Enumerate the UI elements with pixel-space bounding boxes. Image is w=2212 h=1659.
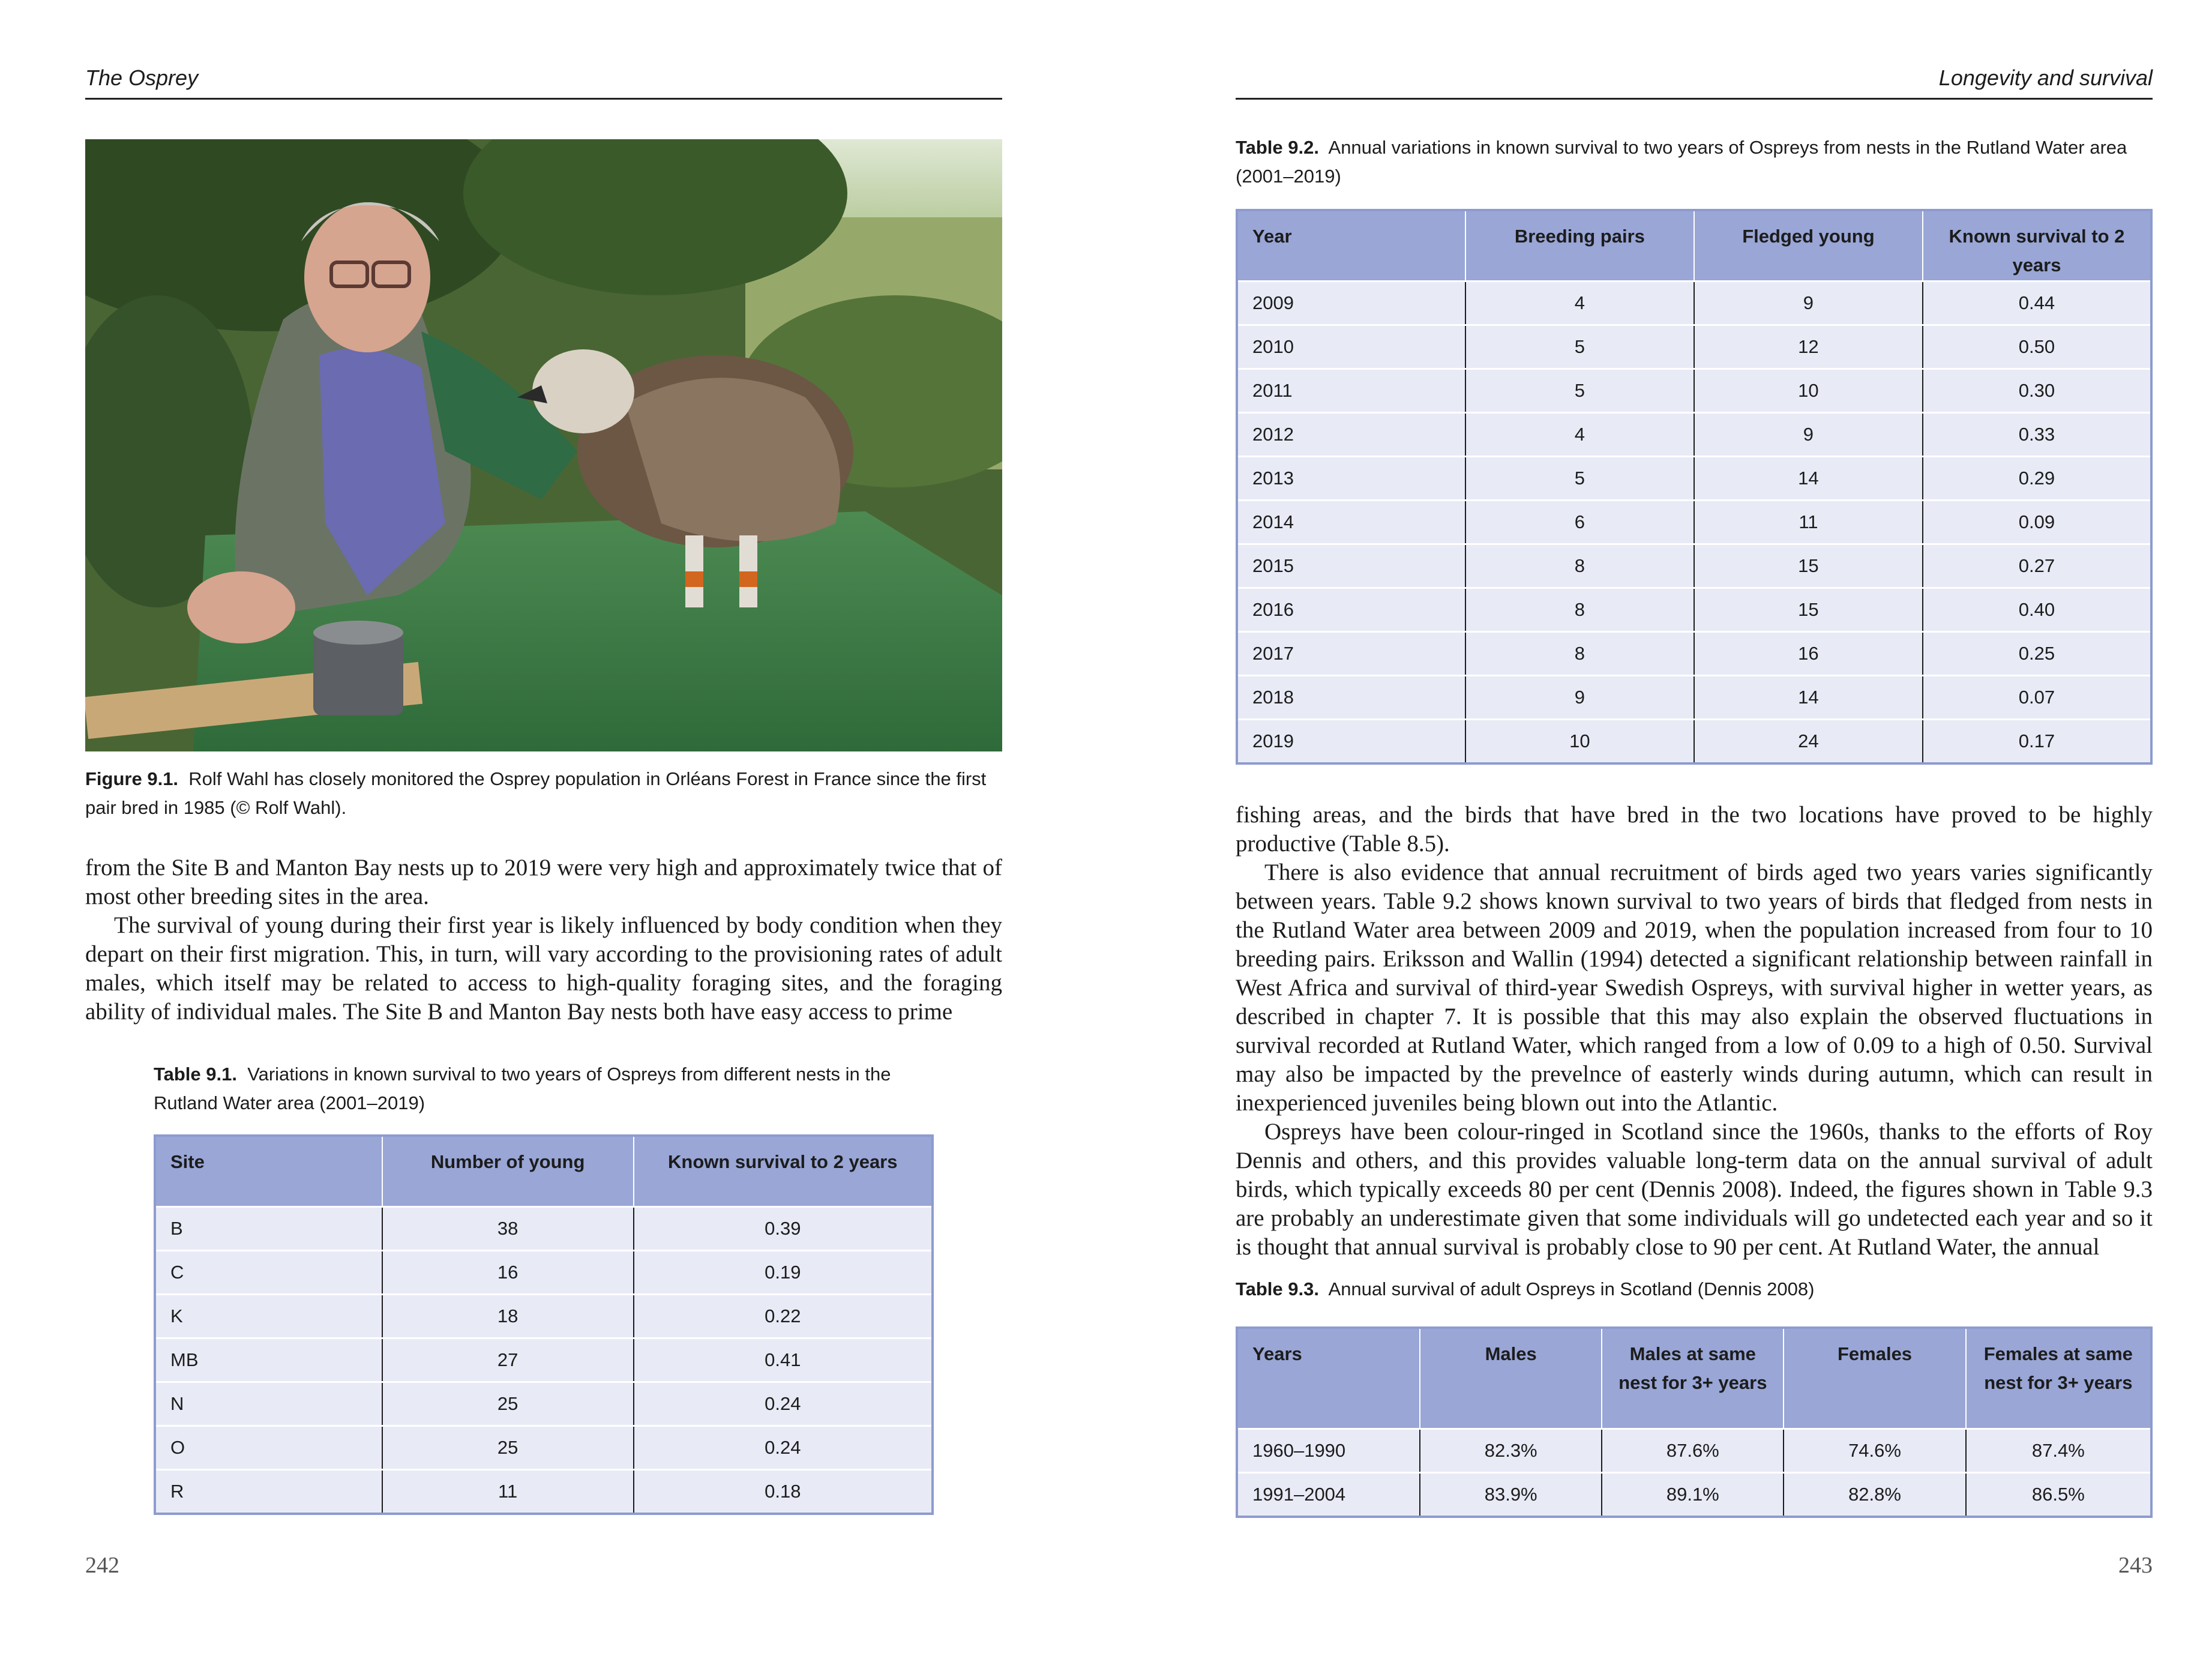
table-row (1237, 588, 2151, 631)
table-cell: 4 (1465, 281, 1694, 325)
paragraph: The survival of young during their first year is likely influenced by body condition when they depart on their first migration. This, in turn, will vary according to the provisioning rates of adult males, which itself may be related to access to high-quality foraging sites, and the foraging ability of individual males. The Site B and Manton Bay nests both have easy access to prime (85, 912, 1002, 1025)
table-cell: 10 (1694, 369, 1923, 412)
table-cell: 27 (382, 1338, 634, 1382)
table-row (1237, 544, 2151, 588)
leg-ring (685, 571, 703, 587)
table-cell: 2019 (1237, 719, 1465, 763)
header-rule (1236, 98, 2153, 100)
figure-caption-text: Rolf Wahl has closely monitored the Osprey population in Orléans Forest in France since the first pair bred in 1985 (© Rolf Wahl). (85, 768, 987, 818)
table-cell: 2018 (1237, 675, 1465, 719)
table-cell: 5 (1465, 369, 1694, 412)
table-cell: 25 (382, 1426, 634, 1469)
table-cell: 0.22 (634, 1294, 933, 1338)
table-9-1-title (154, 1060, 934, 1118)
table-cell: 86.5% (1966, 1472, 2151, 1517)
table-cell: N (155, 1382, 382, 1426)
right-body-text (1236, 801, 2153, 1262)
figure-label: Figure 9.1. (85, 768, 179, 789)
table-cell: 0.30 (1923, 369, 2151, 412)
table-cell: 0.41 (634, 1338, 933, 1382)
table-title-text: Variations in known survival to two years of Ospreys from different nests in the Rutland Water area (2001–2019) (154, 1064, 891, 1113)
table-cell: 15 (1694, 588, 1923, 631)
table-9-3-title (1236, 1275, 2153, 1304)
table-row (155, 1250, 933, 1294)
table-cell: 2014 (1237, 500, 1465, 544)
table-cell: 2010 (1237, 325, 1465, 369)
table-cell: 8 (1465, 588, 1694, 631)
table-cell: 0.25 (1923, 631, 2151, 675)
column-header: Years (1237, 1328, 1420, 1429)
table-row (155, 1426, 933, 1469)
table-9-1 (154, 1134, 934, 1515)
table-cell: 11 (1694, 500, 1923, 544)
table-cell: 2017 (1237, 631, 1465, 675)
table-cell: 2015 (1237, 544, 1465, 588)
table-cell: 74.6% (1784, 1429, 1965, 1472)
table-row (1237, 281, 2151, 325)
table-cell: 9 (1694, 281, 1923, 325)
table-cell: 83.9% (1420, 1472, 1602, 1517)
paragraph: Ospreys have been colour-ringed in Scotland since the 1960s, thanks to the efforts of Roy Dennis and others, and this provides valuable long-term data on the annual survival of adult birds, which typically exceeds 80 per cent (Dennis 2008). Indeed, the figures shown in Table 9.3 are probably an underestimate given that some individuals will go undetected each year and so it is thought that annual survival is probably close to 90 per cent. At Rutland Water, the annual (1236, 1119, 2153, 1260)
table-cell: 5 (1465, 325, 1694, 369)
table-cell: 2009 (1237, 281, 1465, 325)
table-cell: MB (155, 1338, 382, 1382)
table-9-2 (1236, 209, 2153, 765)
table-cell: 24 (1694, 719, 1923, 763)
table-9-2-title (1236, 133, 2153, 191)
table-cell: 0.50 (1923, 325, 2151, 369)
running-head: The Osprey (85, 65, 199, 90)
table-cell: 0.44 (1923, 281, 2151, 325)
table-cell: 4 (1465, 412, 1694, 456)
table-cell: 0.18 (634, 1469, 933, 1514)
table-9-3 (1236, 1326, 2153, 1518)
page-number: 243 (2118, 1553, 2153, 1578)
man-hand (187, 571, 295, 643)
table-cell: 38 (382, 1206, 634, 1250)
table-cell: 8 (1465, 631, 1694, 675)
table-cell: 0.27 (1923, 544, 2151, 588)
table-cell: 0.39 (634, 1206, 933, 1250)
table-cell: 87.6% (1602, 1429, 1784, 1472)
osprey-photo-illustration (85, 139, 1002, 751)
table-cell: 1960–1990 (1237, 1429, 1420, 1472)
table-cell: 2013 (1237, 456, 1465, 500)
table-row (1237, 719, 2151, 763)
table-cell: 0.17 (1923, 719, 2151, 763)
table-cell: 0.24 (634, 1382, 933, 1426)
left-body-text (85, 854, 1002, 1026)
table-cell: K (155, 1294, 382, 1338)
table-row (155, 1382, 933, 1426)
table-row (155, 1469, 933, 1514)
running-head: Longevity and survival (1938, 65, 2153, 90)
table-cell: 15 (1694, 544, 1923, 588)
table-cell: 10 (1465, 719, 1694, 763)
paragraph: fishing areas, and the birds that have bred in the two locations have proved to be highly productive (Table 8.5). (1236, 802, 2153, 857)
table-row (1237, 1472, 2151, 1517)
table-cell: 0.40 (1923, 588, 2151, 631)
column-header: Females at same nest for 3+ years (1966, 1328, 2151, 1429)
table-cell: 0.33 (1923, 412, 2151, 456)
page-number: 242 (85, 1553, 119, 1578)
paragraph: from the Site B and Manton Bay nests up to 2019 were very high and approximately twice that of most other breeding sites in the area. (85, 855, 1002, 909)
table-row (155, 1338, 933, 1382)
column-header: Breeding pairs (1465, 210, 1694, 281)
table-cell: 87.4% (1966, 1429, 2151, 1472)
table-cell: 16 (382, 1250, 634, 1294)
table-label: Table 9.2. (1236, 137, 1319, 158)
osprey-head (532, 349, 634, 433)
table-row (1237, 412, 2151, 456)
table-cell: 12 (1694, 325, 1923, 369)
table-cell: 16 (1694, 631, 1923, 675)
table-cell: 0.09 (1923, 500, 2151, 544)
table-cell: 9 (1694, 412, 1923, 456)
table-row (1237, 325, 2151, 369)
table-cell: R (155, 1469, 382, 1514)
table-cell: 0.29 (1923, 456, 2151, 500)
paragraph: There is also evidence that annual recruitment of birds aged two years varies significantly between years. Table 9.2 shows known survival to two years of birds that fledged from nests in the Rutland Water area between 2009 and 2019, when the population increased from four to 10 breeding pairs. Eriksson and Wallin (1994) detected a significant relationship between rainfall in West Africa and survival of third-year Swedish Ospreys, with survival higher in wetter years, as described in chapter 7. It is possible that this may also explain the observed fluctuations in survival recorded at Rutland Water, which ranged from a low of 0.09 to a high of 0.50. Survival may also be impacted by the prevelnce of easterly winds during autumn, which can result in inexperienced juveniles being blown out into the Atlantic. (1236, 860, 2153, 1116)
table-label: Table 9.1. (154, 1064, 237, 1085)
table-cell: O (155, 1426, 382, 1469)
table-row (1237, 675, 2151, 719)
header-rule (85, 98, 1002, 100)
table-cell: 25 (382, 1382, 634, 1426)
table-cell: 18 (382, 1294, 634, 1338)
table-label: Table 9.3. (1236, 1278, 1319, 1299)
table-row (1237, 1429, 2151, 1472)
table-cell: 9 (1465, 675, 1694, 719)
table-cell: 1991–2004 (1237, 1472, 1420, 1517)
table-row (155, 1206, 933, 1250)
column-header: Year (1237, 210, 1465, 281)
table-cell: 5 (1465, 456, 1694, 500)
table-cell: 2012 (1237, 412, 1465, 456)
table-title-text: Annual survival of adult Ospreys in Scotland (Dennis 2008) (1328, 1278, 1815, 1299)
table-title-text: Annual variations in known survival to two years of Ospreys from nests in the Rutland Water area (2001–2019) (1236, 137, 2127, 187)
column-header: Males at same nest for 3+ years (1602, 1328, 1784, 1429)
table-cell: 82.8% (1784, 1472, 1965, 1517)
table-row (1237, 456, 2151, 500)
table-cell: 0.19 (634, 1250, 933, 1294)
table-cell: 6 (1465, 500, 1694, 544)
table-cell: 2011 (1237, 369, 1465, 412)
column-header: Fledged young (1694, 210, 1923, 281)
column-header: Known survival to 2 years (1923, 210, 2151, 281)
table-cell: 89.1% (1602, 1472, 1784, 1517)
table-row (1237, 631, 2151, 675)
table-cell: 82.3% (1420, 1429, 1602, 1472)
table-cell: 14 (1694, 675, 1923, 719)
table-cell: 14 (1694, 456, 1923, 500)
table-cell: B (155, 1206, 382, 1250)
table-cell: 8 (1465, 544, 1694, 588)
column-header: Site (155, 1136, 382, 1206)
table-cell: C (155, 1250, 382, 1294)
table-cell: 11 (382, 1469, 634, 1514)
table-row (1237, 500, 2151, 544)
figure-photo (85, 139, 1002, 751)
table-row (1237, 369, 2151, 412)
table-row (155, 1294, 933, 1338)
right-page (1106, 0, 2212, 1659)
table-cell: 0.07 (1923, 675, 2151, 719)
column-header: Females (1784, 1328, 1965, 1429)
column-header: Known survival to 2 years (634, 1136, 933, 1206)
column-header: Males (1420, 1328, 1602, 1429)
table-cell: 2016 (1237, 588, 1465, 631)
figure-caption (85, 765, 1002, 822)
table-cell: 0.24 (634, 1426, 933, 1469)
column-header: Number of young (382, 1136, 634, 1206)
